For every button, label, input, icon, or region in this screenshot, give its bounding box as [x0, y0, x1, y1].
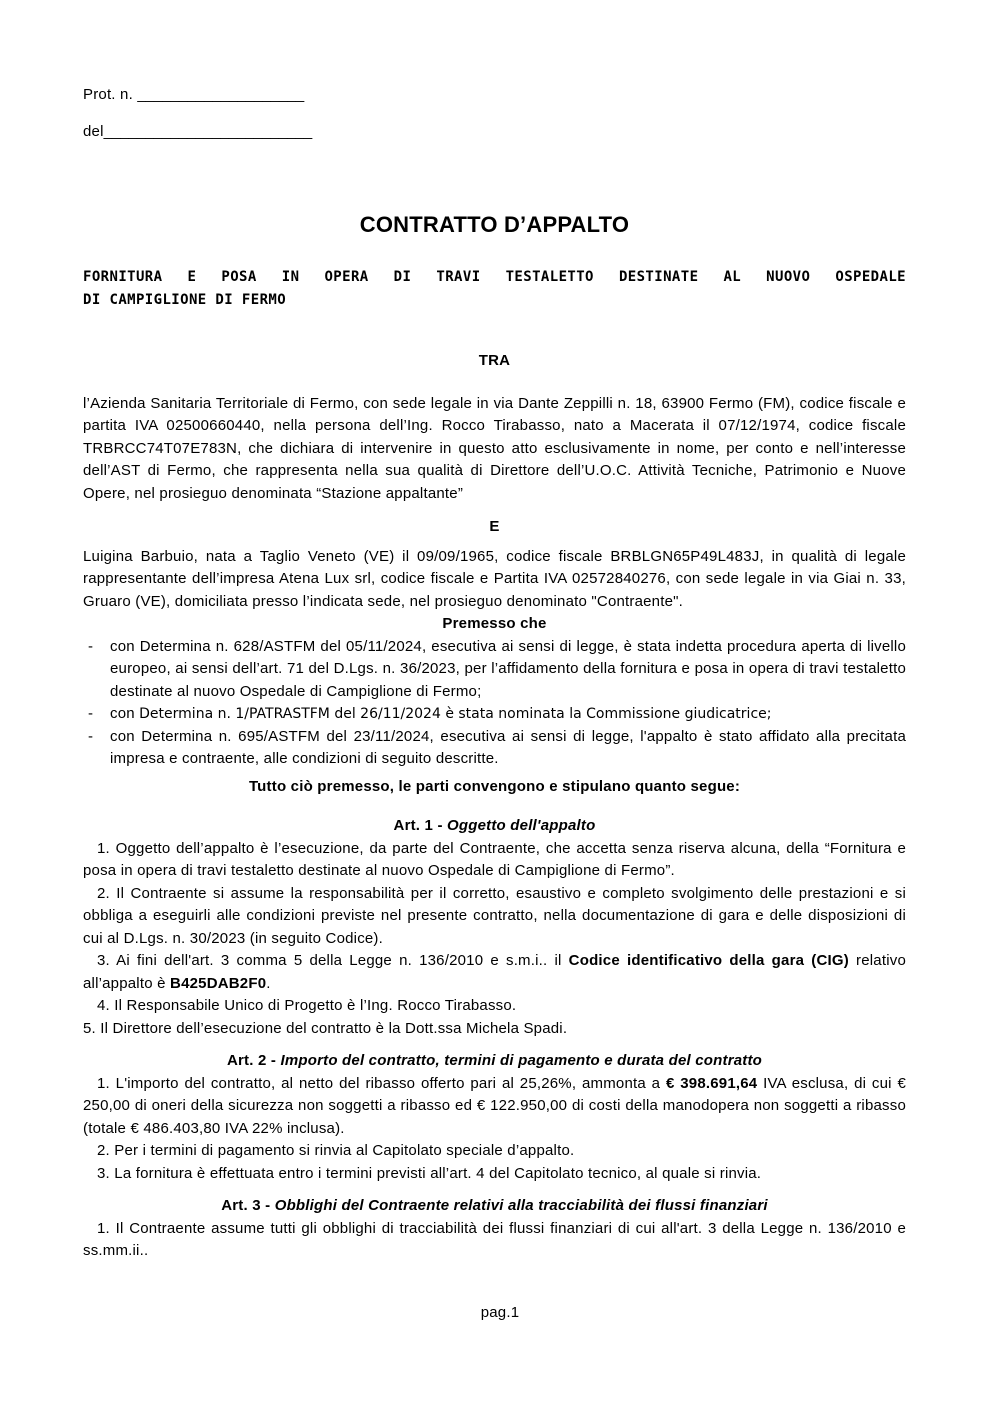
recital-item-2 — [83, 703, 906, 726]
article-3-heading — [83, 1195, 906, 1218]
recital-item-2-prefix: con — [110, 705, 140, 722]
article-1-title: Oggetto dell'appalto — [447, 817, 596, 834]
protocol-number-line — [83, 84, 906, 107]
page-number: pag.1 — [480, 1304, 520, 1321]
article-3-title: Obblighi del Contraente relativi alla tracciabilità dei flussi finanziari — [274, 1197, 768, 1214]
article-3-label: Art. 3 - — [221, 1197, 275, 1214]
article-1-label: Art. 1 - — [393, 817, 448, 834]
article-2-label: Art. 2 - — [226, 1052, 281, 1069]
contract-amount: € 398.691,64 — [665, 1074, 758, 1092]
document-title: CONTRATTO D’APPALTO — [359, 212, 630, 237]
article-2-clause-3: 3. La fornitura è effettuata entro i termini previsti all’art. 4 del Capitolato tecnico, al quale si rinvia. — [97, 1164, 762, 1182]
article-2-clause-1-text: IVA esclusa, di cui € 250,00 di oneri della sicurezza non soggetti a ribasso ed € 122.950,00 di costi della manodopera non soggetti a ribasso (totale € 486.403,80 IVA 22% inclusa). — [83, 1074, 906, 1137]
protocol-label: Prot. n. — [83, 86, 138, 103]
article-1-clause-4: 4. Il Responsabile Unico di Progetto è l’Ing. Rocco Tirabasso. — [97, 997, 517, 1014]
article-2-clause-1 — [83, 1073, 906, 1141]
recital-item-3-text: con Determina n. 695/ASTFM del 23/11/2024, esecutiva ai sensi di legge, l'appalto è stato affidato alla precitata impresa e contraente, alle condizioni di seguito descritte. — [110, 727, 906, 767]
between-heading: TRA — [478, 352, 511, 369]
article-2-heading — [83, 1050, 906, 1073]
cig-code: B425DAB2F0 — [170, 974, 267, 992]
document-subject-line1: FORNITURA E POSA IN OPERA DI TRAVI TESTALETTO DESTINATE AL NUOVO OSPEDALE — [83, 269, 906, 285]
contractor-paragraph: Luigina Barbuio, nata a Taglio Veneto (VE) il 09/09/1965, codice fiscale BRBLGN65P49L483J, in qualità di legale rappresentante dell’impresa Atena Lux srl, codice fiscale e Partita IVA 02572840276, con sede legale in via Giai n. 33, Gruaro (VE), domiciliata presso l’indicata sede, nel prosieguo denominato "Contraente". — [83, 547, 906, 610]
document-subject-line2: DI CAMPIGLIONE DI FERMO — [83, 292, 287, 308]
article-1-heading — [83, 815, 906, 838]
recitals-list — [83, 636, 906, 771]
document-subject — [83, 266, 906, 312]
article-1-clause-5: 5. Il Direttore dell’esecuzione del contratto è la Dott.ssa Michela Spadi. — [83, 1019, 568, 1037]
contracting-authority-paragraph: l’Azienda Sanitaria Territoriale di Fermo, con sede legale in via Dante Zeppilli n. 18, 63900 Fermo (FM), codice fiscale e partita IVA 02500660440, nella persona dell’Ing. Rocco Tirabasso, nato a Macerata il 07/12/1974, codice fiscale TRBRCC74T07E783N, che dichiara di intervenire in questo atto esclusivamente in nome, per conto e nell’interesse dell’AST di Fermo, che rappresenta nella sua qualità di Direttore dell’U.O.C. Attività Tecniche, Patrimonio e Nuove Opere, nel prosieguo denominata “Stazione appaltante” — [83, 394, 906, 502]
article-1-clause-1: 1. Oggetto dell’appalto è l’esecuzione, da parte del Contraente, che accetta senza riserva alcuna, della “Fornitura e posa in opera di travi testaletto destinate al nuovo Ospedale di Campiglione di Fermo”. — [83, 839, 906, 879]
cig-label: Codice identificativo della gara (CIG) — [568, 952, 849, 969]
date-label: del — [83, 122, 104, 140]
article-2-title: Importo del contratto, termini di pagamento e durata del contratto — [280, 1052, 763, 1069]
article-1-clause-3 — [83, 950, 906, 995]
date-blank-underline: _________________________ — [103, 122, 313, 140]
dash-bullet-icon: - — [88, 637, 94, 655]
dash-bullet-icon: - — [88, 727, 94, 745]
recitals-heading: Premesso che — [442, 615, 547, 632]
recital-item-2-text: Determina n. 1/PATRASTFM del 26/11/2024 è stata nominata la Commissione giudicatrice; — [139, 706, 772, 722]
article-3-clause-1: 1. Il Contraente assume tutti gli obblighi di tracciabilità dei flussi finanziari di cui all'art. 3 della Legge n. 136/2010 e ss.mm.ii.. — [83, 1219, 906, 1259]
protocol-date-line — [83, 121, 906, 144]
article-2-clause-2: 2. Per i termini di pagamento si rinvia al Capitolato speciale d’appalto. — [97, 1142, 575, 1159]
article-1-clause-3-text: . — [266, 974, 271, 992]
recital-item-3 — [83, 726, 906, 771]
article-2-clause-1-text: 1. L'importo del contratto, al netto del ribasso offerto pari al 25,26%, ammonta a — [97, 1074, 666, 1092]
article-1-clause-3-text: 3. Ai fini dell'art. 3 comma 5 della Legge n. 136/2010 e s.m.i.. il — [97, 952, 569, 969]
dash-bullet-icon: - — [88, 705, 94, 722]
recital-item-1-text: con Determina n. 628/ASTFM del 05/11/2024, esecutiva ai sensi di legge, è stata indetta procedura aperta di livello europeo, ai sensi dell’art. 71 del D.Lgs. n. 36/2023, per l’affidamento della fornitura e posa in opera di travi testaletto destinate al nuovo Ospedale di Campiglione di Fermo; — [110, 637, 906, 700]
article-1-clause-3-text: relativo all’appalto è — [83, 952, 906, 992]
recital-item-1 — [83, 636, 906, 704]
protocol-blank-underline: ____________________ — [137, 86, 305, 103]
article-1-clause-2: 2. Il Contraente si assume la responsabilità per il corretto, esaustivo e completo svolgimento delle prestazioni e si obbliga a eseguirli alle condizioni previste nel presente contratto, nella documentazione di gara e delle disposizioni di cui al D.Lgs. n. 30/2023 (in seguito Codice). — [83, 884, 906, 947]
and-heading: E — [489, 518, 500, 535]
stipulation-heading: Tutto ciò premesso, le parti convengono e stipulano quanto segue: — [248, 777, 741, 795]
